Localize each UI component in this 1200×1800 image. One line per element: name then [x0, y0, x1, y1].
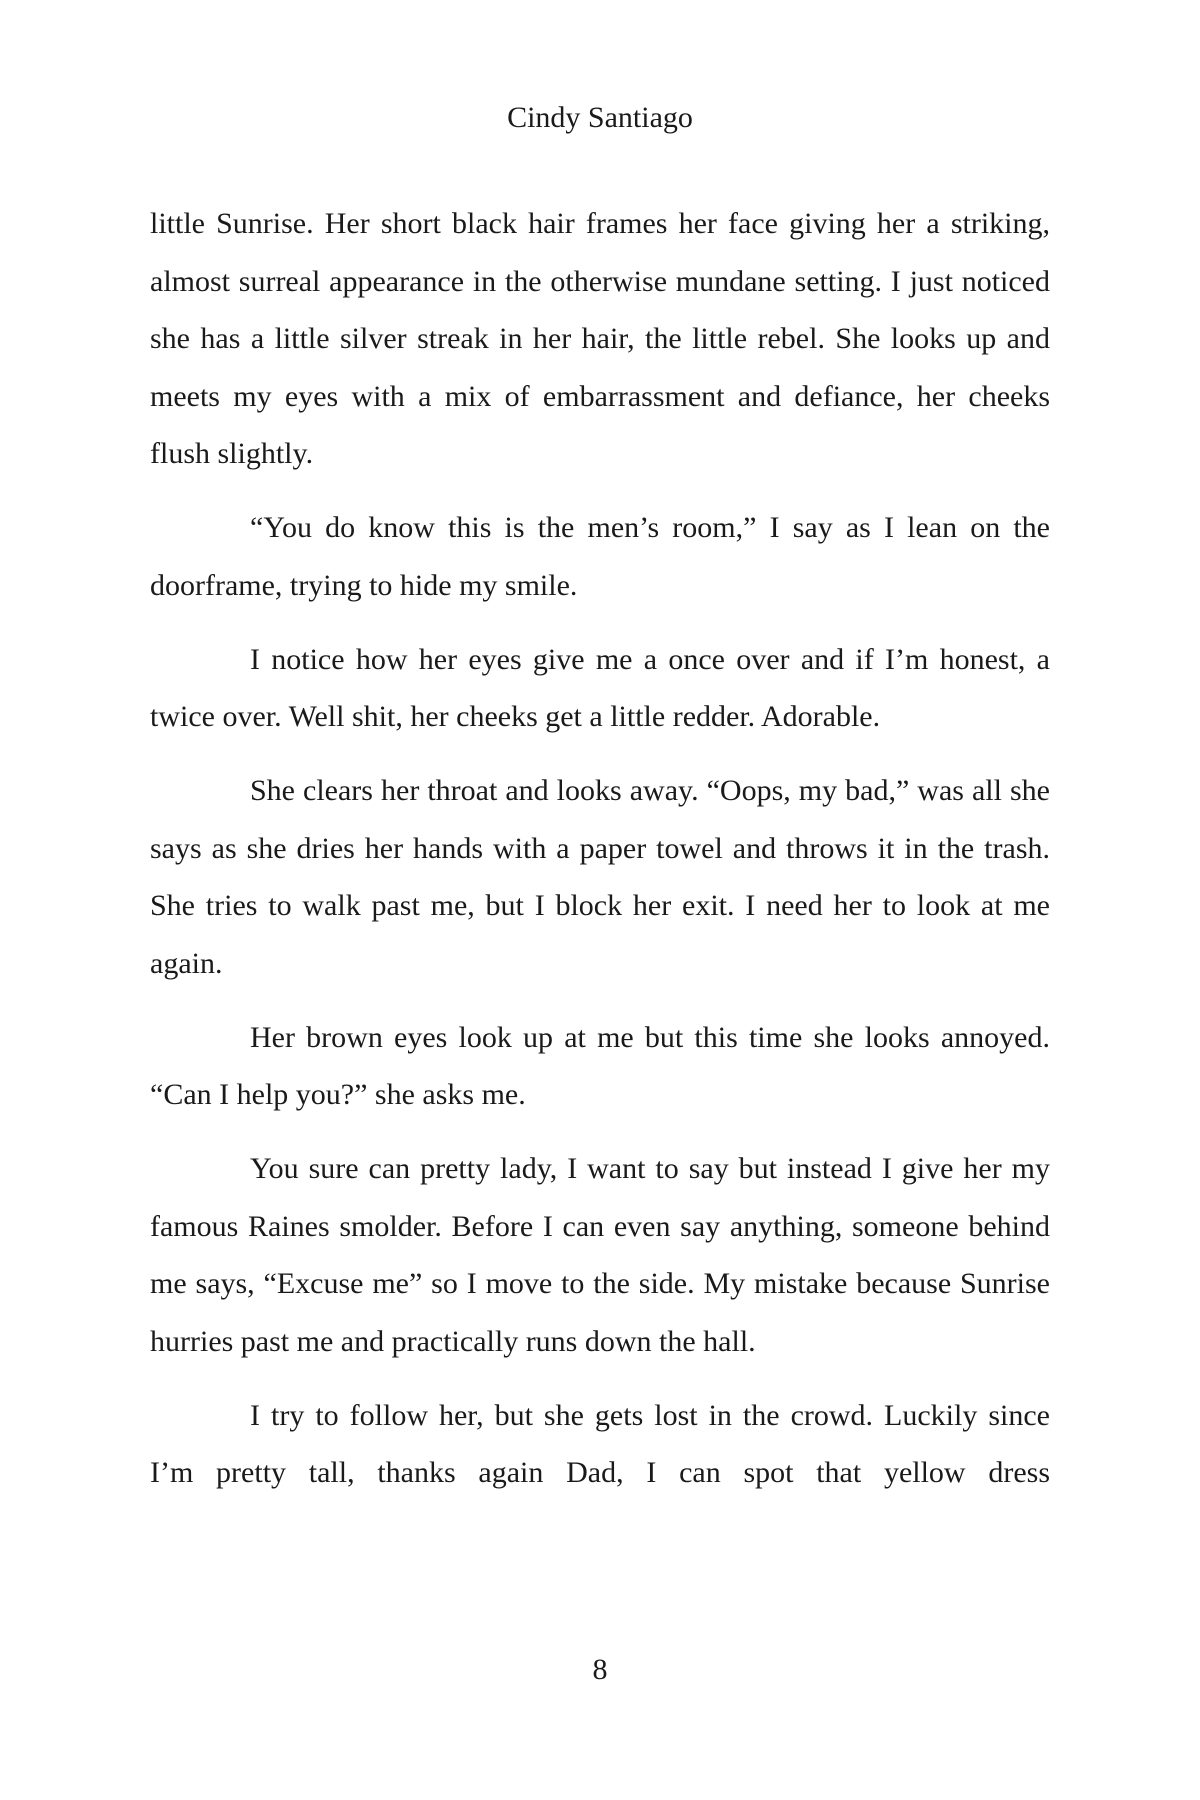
paragraph-4: She clears her throat and looks away. “Oops, my bad,” was all she says as she dries her hands with a paper towel and throws it in the trash. She tries to walk past me, but I block her exit. I need her to look at me again. — [150, 774, 1050, 980]
paragraph-3: I notice how her eyes give me a once over and if I’m honest, a twice over. Well shit, her cheeks get a little redder. Adorable. — [150, 642, 1050, 733]
page-body — [150, 195, 1050, 1518]
page-number: 8 — [592, 1653, 608, 1686]
paragraph-6: You sure can pretty lady, I want to say but instead I give her my famous Raines smolder. Before I can even say anything, someone behind me says, “Excuse me” so I move to the side. My mistake because Sunrise hurries past me and practically runs down the hall. — [150, 1152, 1050, 1358]
running-header-author: Cindy Santiago — [507, 101, 693, 134]
paragraph-1: little Sunrise. Her short black hair frames her face giving her a striking, almost surreal appearance in the otherwise mundane setting. I just noticed she has a little silver streak in her hair, the little rebel. She looks up and meets my eyes with a mix of embarrassment and defiance, her cheeks flush slightly. — [150, 207, 1050, 470]
paragraph-5: Her brown eyes look up at me but this time she looks annoyed. “Can I help you?” she asks me. — [150, 1020, 1050, 1111]
paragraph-2: “You do know this is the men’s room,” I say as I lean on the doorframe, trying to hide my smile. — [150, 511, 1050, 602]
paragraph-7: I try to follow her, but she gets lost in the crowd. Luckily since I’m pretty tall, thanks again Dad, I can spot that yellow dress — [150, 1398, 1050, 1489]
